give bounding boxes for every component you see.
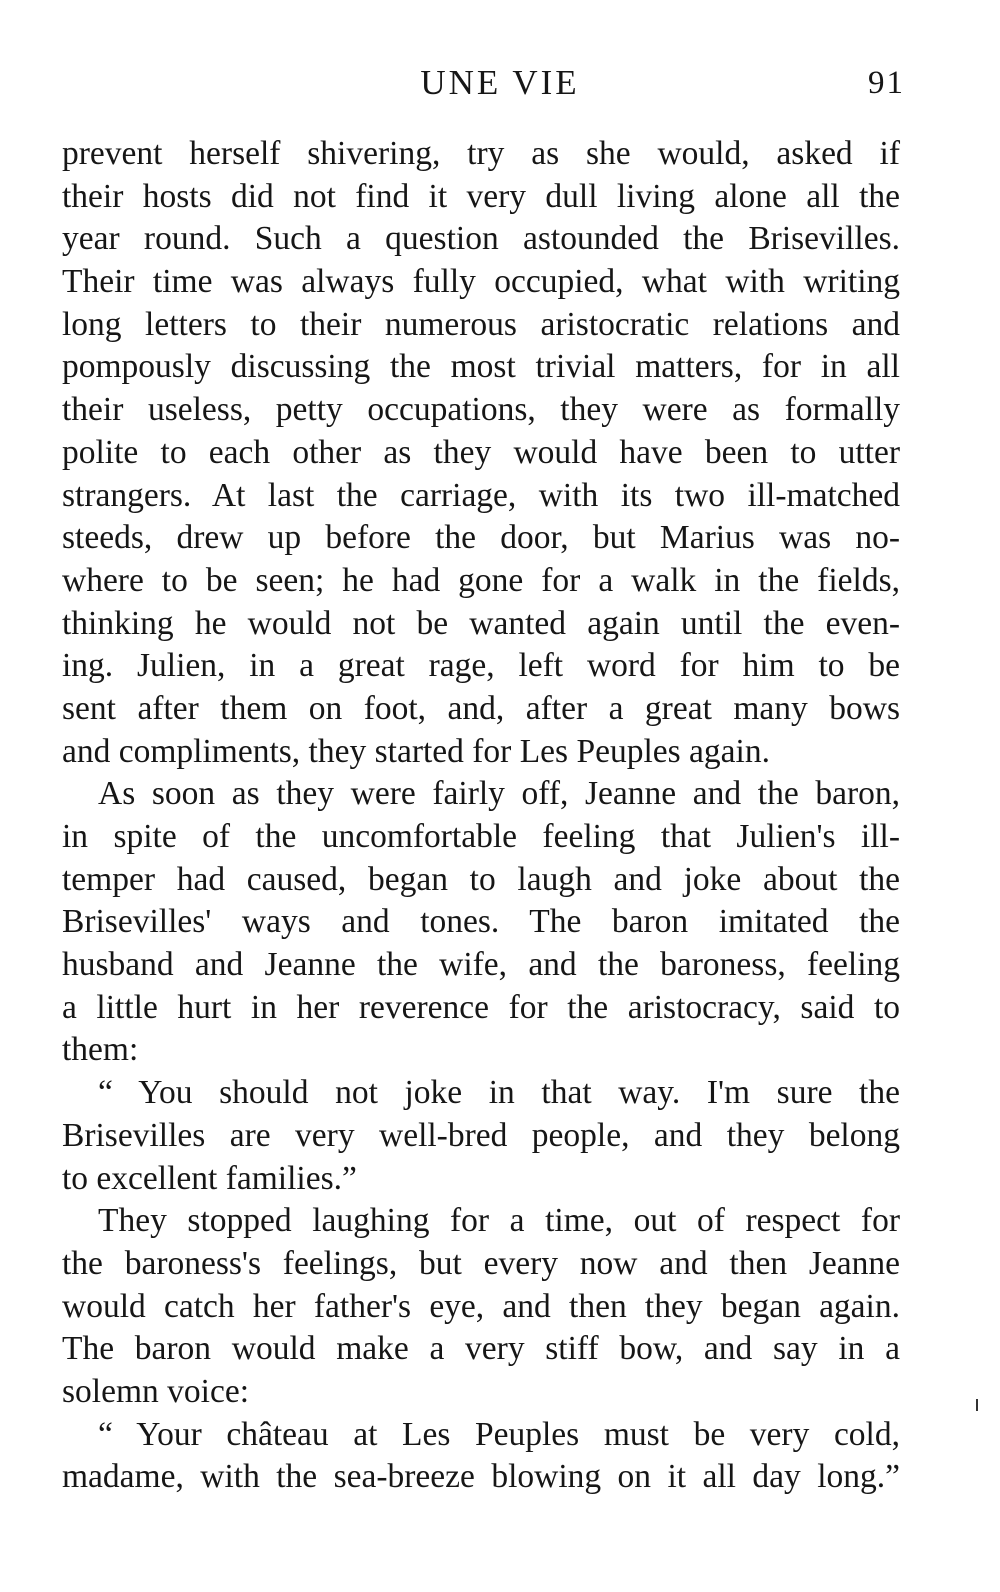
text-line: where to be seen; he had gone for a walk in the fields, [62, 561, 900, 599]
text-line: them: [62, 1031, 139, 1069]
text-line: prevent herself shivering, try as she would, asked if [62, 135, 900, 172]
text-line: strangers. At last the carriage, with its two ill-matched [62, 476, 900, 514]
text-line: to excellent families.” [62, 1159, 357, 1197]
text-line: husband and Jeanne the wife, and the baroness, feeling [62, 946, 900, 984]
text-line: “ Your château at Les Peuples must be very cold, [98, 1415, 900, 1453]
text-line: their hosts did not find it very dull living alone all the [62, 177, 900, 215]
running-head [0, 58, 1000, 108]
text-line: “ You should not joke in that way. I'm sure the [98, 1074, 900, 1112]
text-line: solemn voice: [62, 1372, 249, 1410]
text-line: Brisevilles' ways and tones. The baron imitated the [62, 903, 900, 941]
text-line: the baroness's feelings, but every now and then Jeanne [62, 1244, 900, 1282]
text-line: year round. Such a question astounded the Brisevilles. [62, 220, 900, 258]
text-line: temper had caused, began to laugh and joke about the [62, 860, 900, 898]
running-title: UNE VIE [420, 63, 580, 102]
text-line: Brisevilles are very well-bred people, and they belong [62, 1116, 900, 1154]
text-line: thinking he would not be wanted again until the even- [62, 604, 900, 642]
text-line: They stopped laughing for a time, out of respect for [98, 1202, 900, 1240]
text-line: As soon as they were fairly off, Jeanne and the baron, [98, 775, 900, 813]
text-line: pompously discussing the most trivial matters, for in all [62, 348, 900, 386]
text-line: would catch her father's eye, and then they began again. [62, 1287, 900, 1325]
scan-speck [976, 1399, 978, 1411]
text-line: The baron would make a very stiff bow, and say in a [62, 1330, 900, 1368]
text-line: a little hurt in her reverence for the aristocracy, said to [62, 988, 900, 1026]
text-line: polite to each other as they would have been to utter [62, 433, 900, 471]
text-line: their useless, petty occupations, they were as formally [62, 391, 900, 429]
text-line: and compliments, they started for Les Peuples again. [62, 732, 770, 770]
text-line: Their time was always fully occupied, what with writing [62, 263, 900, 301]
text-line: in spite of the uncomfortable feeling that Julien's ill- [62, 818, 900, 855]
text-line: madame, with the sea-breeze blowing on it all day long.” [62, 1458, 900, 1496]
body-text [62, 133, 900, 1499]
page-number: 91 [868, 65, 905, 101]
text-line: steeds, drew up before the door, but Marius was no- [62, 519, 900, 557]
text-line: ing. Julien, in a great rage, left word for him to be [62, 647, 900, 685]
text-line: sent after them on foot, and, after a great many bows [62, 689, 900, 727]
text-line: long letters to their numerous aristocratic relations and [62, 305, 900, 343]
